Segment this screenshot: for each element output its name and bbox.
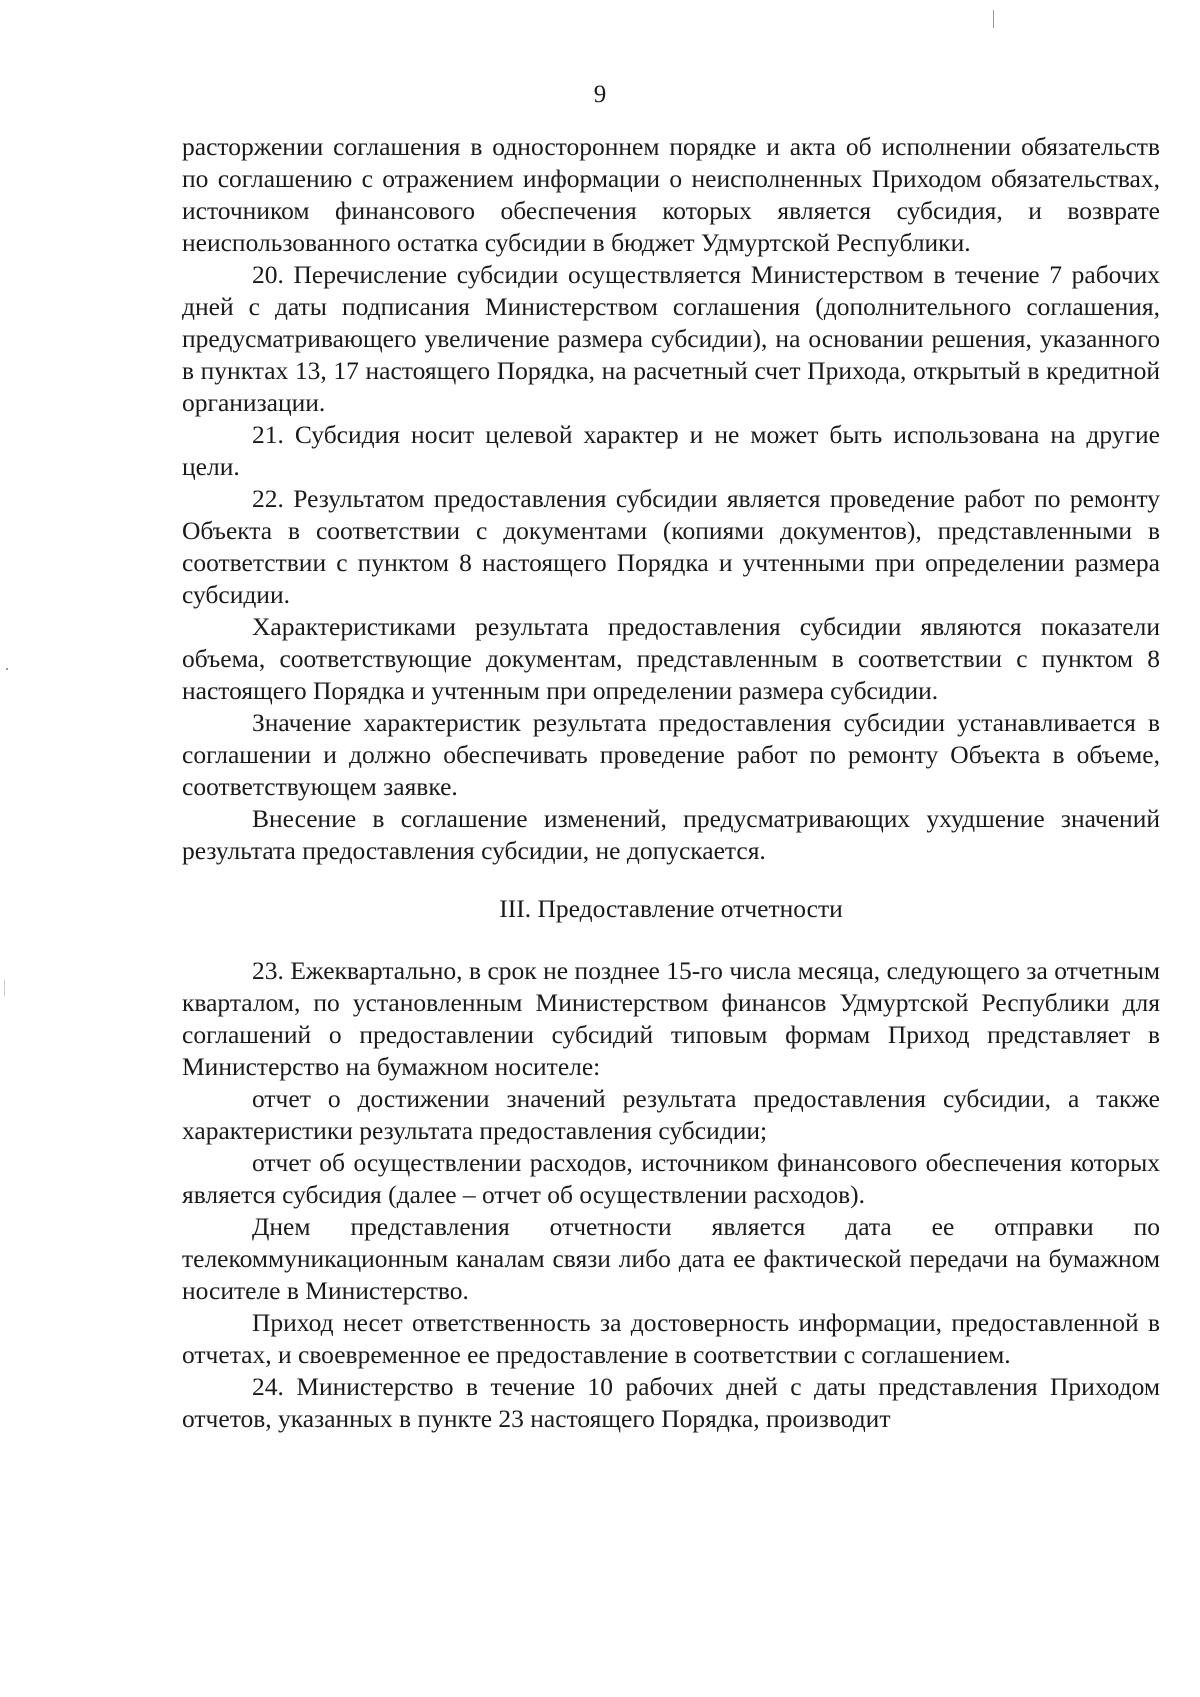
paragraph: Днем представления отчетности является дата ее отправки по телекоммуникационным каналам связи либо дата ее фактической передачи на бумажном носителе в Министерство. bbox=[182, 1212, 1160, 1305]
paragraph: отчет о достижении значений результата предоставления субсидии, а также характеристики результата предоставления субсидии; bbox=[182, 1084, 1160, 1145]
paragraph: 21. Субсидия носит целевой характер и не может быть использована на другие цели. bbox=[182, 420, 1160, 481]
scan-artifact bbox=[6, 668, 8, 670]
section-heading: III. Предоставление отчетности bbox=[499, 894, 843, 923]
paragraph: Внесение в соглашение изменений, предусматривающих ухудшение значений результата предоставления субсидии, не допускается. bbox=[182, 804, 1160, 865]
paragraph: Приход несет ответственность за достоверность информации, предоставленной в отчетах, и своевременное ее предоставление в соответствии с соглашением. bbox=[182, 1308, 1160, 1369]
paragraph: отчет об осуществлении расходов, источником финансового обеспечения которых является субсидия (далее – отчет об осуществлении расходов). bbox=[182, 1148, 1160, 1209]
paragraph: 24. Министерство в течение 10 рабочих дней с даты представления Приходом отчетов, указанных в пункте 23 настоящего Порядка, производит bbox=[182, 1372, 1160, 1433]
paragraph: расторжении соглашения в одностороннем порядке и акта об исполнении обязательств по соглашению с отражением информации о неисполненных Приходом обязательствах, источником финансового обеспечения которых является субсидия, и возврате неиспользованного остатка субсидии в бюджет Удмуртской Республики. bbox=[182, 132, 1160, 257]
paragraph: 23. Ежеквартально, в срок не позднее 15-го числа месяца, следующего за отчетным кварталом, по установленным Министерством финансов Удмуртской Республики для соглашений о предоставлении субсидий типовым формам Приход представляет в Министерство на бумажном носителе: bbox=[182, 956, 1160, 1081]
scan-artifact bbox=[993, 10, 994, 28]
page-number: 9 bbox=[593, 81, 607, 108]
paragraph: 22. Результатом предоставления субсидии является проведение работ по ремонту Объекта в соответствии с документами (копиями документов), представленными в соответствии с пунктом 8 настоящего Порядка и учтенными при определении размера субсидии. bbox=[182, 484, 1160, 609]
document-body bbox=[182, 131, 1160, 1435]
paragraph: Характеристиками результата предоставления субсидии являются показатели объема, соответствующие документам, представленным в соответствии с пунктом 8 настоящего Порядка и учтенным при определении размера субсидии. bbox=[182, 612, 1160, 705]
scan-artifact bbox=[4, 980, 5, 996]
paragraph: 20. Перечисление субсидии осуществляется Министерством в течение 7 рабочих дней с даты подписания Министерством соглашения (дополнительного соглашения, предусматривающего увеличение размера субсидии), на основании решения, указанного в пунктах 13, 17 настоящего Порядка, на расчетный счет Прихода, открытый в кредитной организации. bbox=[182, 260, 1160, 417]
paragraph: Значение характеристик результата предоставления субсидии устанавливается в соглашении и должно обеспечивать проведение работ по ремонту Объекта в объеме, соответствующем заявке. bbox=[182, 708, 1160, 801]
